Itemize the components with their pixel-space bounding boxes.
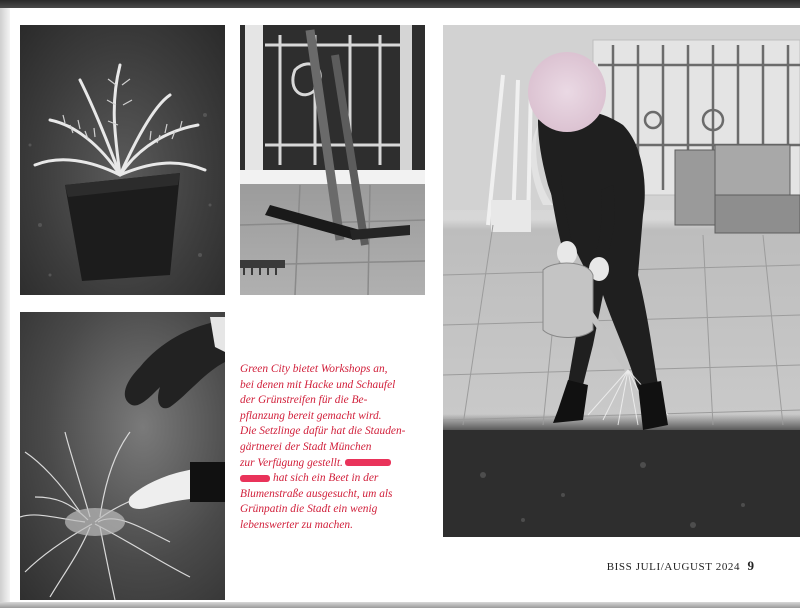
garden-tools-illustration [240, 25, 425, 295]
caption-line: Blumenstraße ausgesucht, um als [240, 487, 393, 500]
caption-line: pflanzung bereit gemacht wird. [240, 409, 382, 422]
caption-line: bei denen mit Hacke und Schaufel [240, 378, 396, 391]
photo-gardener-watering [443, 25, 800, 537]
page-number: 9 [747, 558, 754, 573]
caption-line: der Grünstreifen für die Be- [240, 394, 368, 407]
gloved-hands-illustration [20, 312, 225, 600]
photo-seedling-pot [20, 25, 225, 295]
caption-line-with-redaction [240, 471, 430, 487]
name-redaction-bar [345, 459, 391, 466]
photo-caption [240, 362, 430, 534]
page-edge-bottom [0, 602, 800, 608]
caption-line: Green City bietet Workshops an, [240, 363, 388, 375]
page-edge-top [0, 0, 800, 8]
photo-garden-tools [240, 25, 425, 295]
caption-line: gärtnerei der Stadt München [240, 440, 372, 453]
caption-line: lebenswerter zu machen. [240, 518, 353, 531]
caption-line-with-redaction [240, 456, 430, 472]
face-blur-redaction [528, 52, 606, 132]
gardener-watering-illustration [443, 25, 800, 537]
photo-gloved-hands-seedlings [20, 312, 225, 600]
caption-line: Die Setzlinge dafür hat die Stauden- [240, 425, 406, 438]
page-edge-left [0, 8, 10, 602]
caption-line-text: hat sich ein Beet in der [273, 472, 379, 485]
magazine-issue: BISS JULI/AUGUST 2024 [606, 561, 741, 573]
name-redaction-bar [240, 475, 270, 482]
caption-line-text: zur Verfügung gestellt. [240, 456, 343, 469]
page-footer [607, 558, 754, 574]
caption-line: Grünpatin die Stadt ein wenig [240, 503, 378, 516]
seedling-pot-illustration [20, 25, 225, 295]
